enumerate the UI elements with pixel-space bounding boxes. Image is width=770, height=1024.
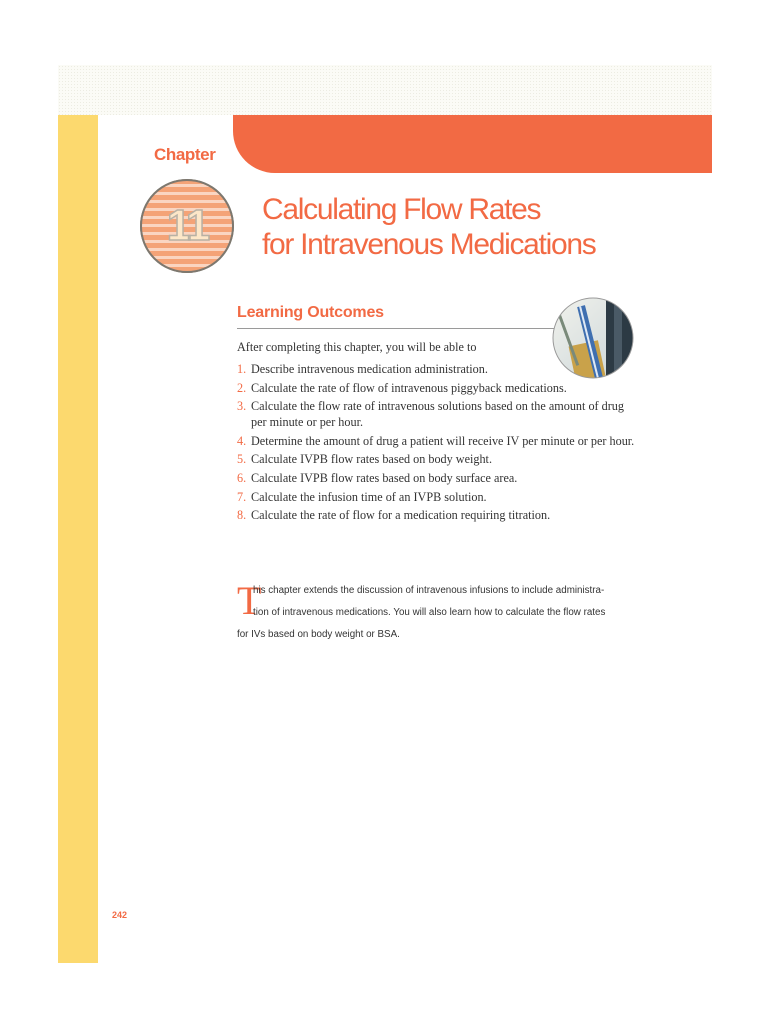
outcome-number: 6. (237, 470, 247, 485)
chapter-label: Chapter (154, 145, 216, 164)
decorative-top-band (58, 65, 712, 115)
outcome-text: Calculate IVPB flow rates based on body surface area. (251, 470, 518, 485)
outcome-text: Calculate IVPB flow rates based on body weight. (251, 452, 492, 467)
intro-line-3: for IVs based on body weight or BSA. (237, 629, 400, 640)
learning-outcome-item (237, 489, 637, 505)
learning-outcome-item (237, 380, 637, 396)
outcome-number: 1. (237, 362, 247, 376)
learning-outcome-item (237, 507, 637, 523)
learning-outcome-item (237, 451, 637, 467)
intro-paragraph (237, 580, 637, 646)
learning-outcome-item (237, 470, 637, 486)
outcome-text: Calculate the infusion time of an IVPB solution. (251, 489, 487, 504)
outcome-text: Calculate the flow rate of intravenous solutions based on the amount of drug per minute or per hour. (251, 399, 624, 430)
page-number: 242 (112, 910, 128, 920)
outcome-number: 3. (237, 399, 247, 414)
chapter-badge-graphic (139, 178, 235, 274)
left-margin-strip (58, 115, 98, 963)
intro-line-2: tion of intravenous medications. You will also learn how to calculate the flow rates (253, 607, 606, 618)
outcome-text: Determine the amount of drug a patient will receive IV per minute or per hour. (251, 433, 635, 448)
learning-outcome-item (237, 398, 637, 430)
chapter-title (262, 192, 702, 262)
outcome-number: 7. (237, 489, 247, 504)
outcome-number: 4. (237, 433, 247, 448)
chapter-title-line-2: for Intravenous Medications (262, 228, 596, 261)
intro-line-1: his chapter extends the discussion of intravenous infusions to include administra- (253, 585, 605, 596)
outcome-text: Describe intravenous medication administration. (251, 362, 488, 376)
learning-outcomes-heading: Learning Outcomes (237, 304, 384, 321)
learning-outcomes-list (237, 361, 637, 526)
chapter-title-line-1: Calculating Flow Rates (262, 193, 541, 226)
chapter-number: 11 (166, 201, 208, 250)
chapter-banner (233, 115, 712, 173)
outcome-number: 5. (237, 452, 247, 467)
heading-divider (237, 328, 559, 329)
learning-outcomes-intro: After completing this chapter, you will be able to (237, 340, 477, 354)
chapter-number-badge (139, 178, 235, 274)
drop-cap: T (237, 578, 262, 623)
outcome-text: Calculate the rate of flow of intravenous piggyback medications. (251, 380, 567, 395)
outcome-number: 8. (237, 508, 247, 523)
outcome-text: Calculate the rate of flow for a medication requiring titration. (251, 508, 551, 523)
outcome-number: 2. (237, 380, 247, 395)
learning-outcome-item (237, 433, 637, 449)
learning-outcome-item (237, 361, 637, 377)
